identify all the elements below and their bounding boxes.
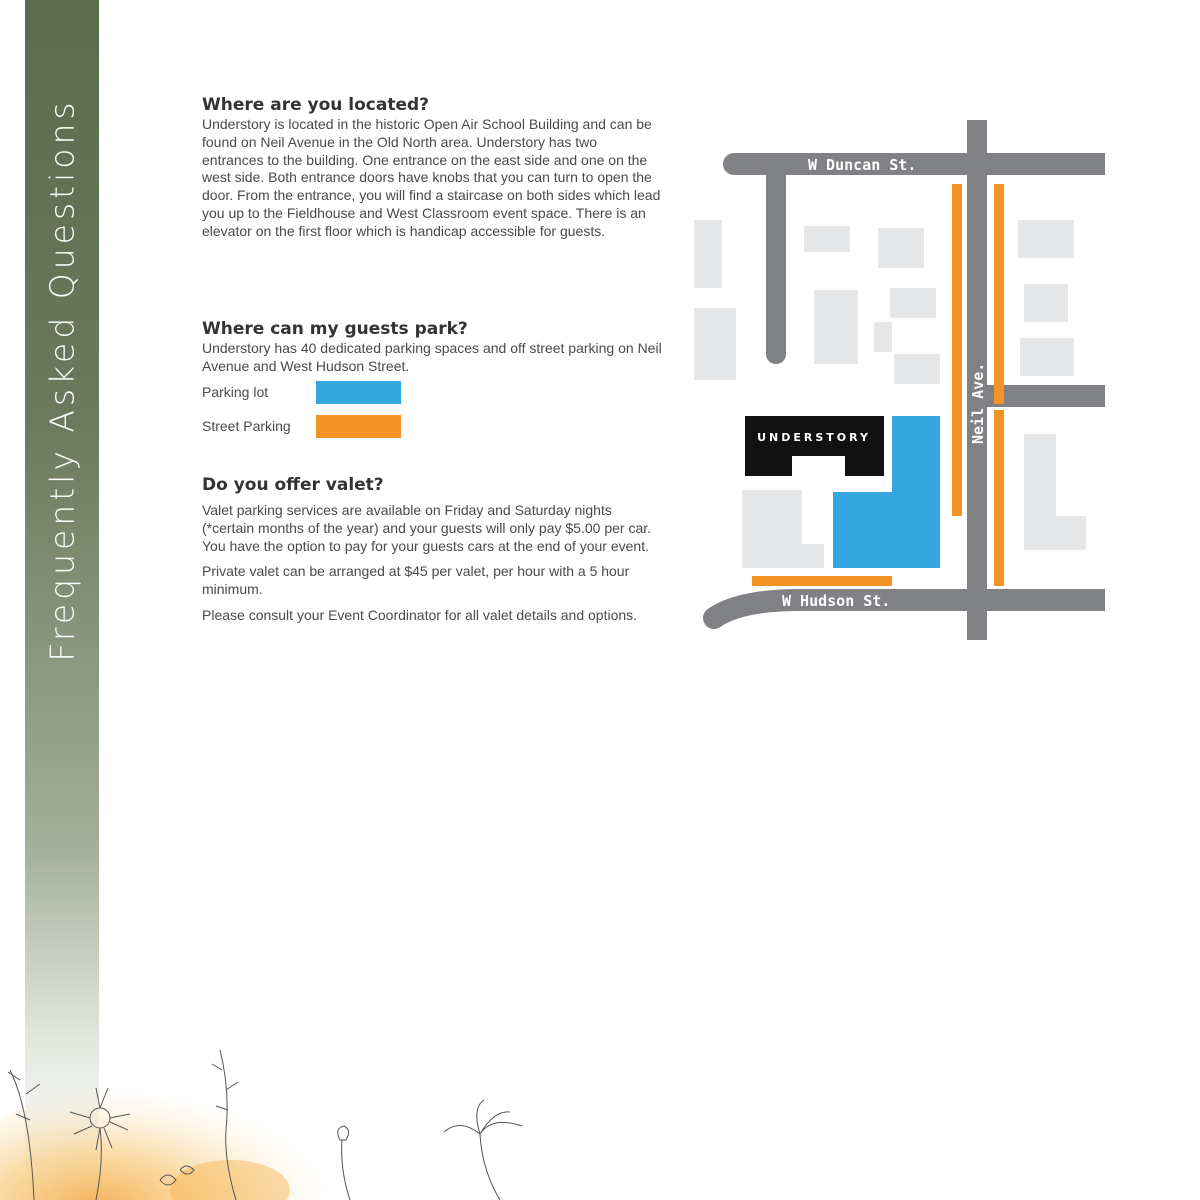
question-title: Do you offer valet? <box>202 475 384 495</box>
parking-map <box>690 120 1105 640</box>
legend-label: Parking lot <box>202 384 269 400</box>
answer-text: Understory has 40 dedicated parking spaces and off street parking on Neil Avenue and West Hudson Street. <box>202 340 662 374</box>
faq-item-valet <box>202 474 662 625</box>
valet-paragraph-1: Valet parking services are available on Friday and Saturday nights (*certain months of the year) and your guests will only pay $5.00 per car. You have the option to pay for your guests cars at the end of your event. <box>202 502 652 554</box>
legend-parking-lot <box>202 380 401 404</box>
legend-label: Street Parking <box>202 418 291 434</box>
question-title: Where can my guests park? <box>202 319 468 339</box>
hudson-label: W Hudson St. <box>782 592 891 610</box>
question-title: Where are you located? <box>202 95 430 115</box>
answer-text: Understory is located in the historic Open Air School Building and can be found on Neil Avenue in the Old North area. Understory has two entrances to the building. One entrance on the east side and one on the west side. Both entrance doors have knobs that you can turn to open the door. From the entrance, you will find a staircase on both sides which lead you up to the Fieldhouse and West Classroom event space. There is an elevator on the first floor which is handicap accessible for guests. <box>202 116 661 239</box>
street-parking-swatch <box>316 415 401 438</box>
building-label: UNDERSTORY <box>757 431 871 444</box>
neil-label: Neil Ave. <box>969 362 987 444</box>
legend-street-parking <box>202 414 401 438</box>
understory-building <box>745 416 884 476</box>
sidebar-title: Frequently Asked Questions <box>42 98 82 662</box>
street-hudson <box>714 600 1105 618</box>
faq-item-location <box>202 94 662 241</box>
duncan-label: W Duncan St. <box>808 156 917 174</box>
parking-lot-swatch <box>316 381 401 404</box>
faq-item-parking <box>202 318 662 376</box>
floral-decoration <box>0 1030 560 1200</box>
valet-paragraph-2: Private valet can be arranged at $45 per valet, per hour with a 5 hour minimum. <box>202 563 630 598</box>
valet-paragraph-3: Please consult your Event Coordinator for all valet details and options. <box>202 606 638 623</box>
